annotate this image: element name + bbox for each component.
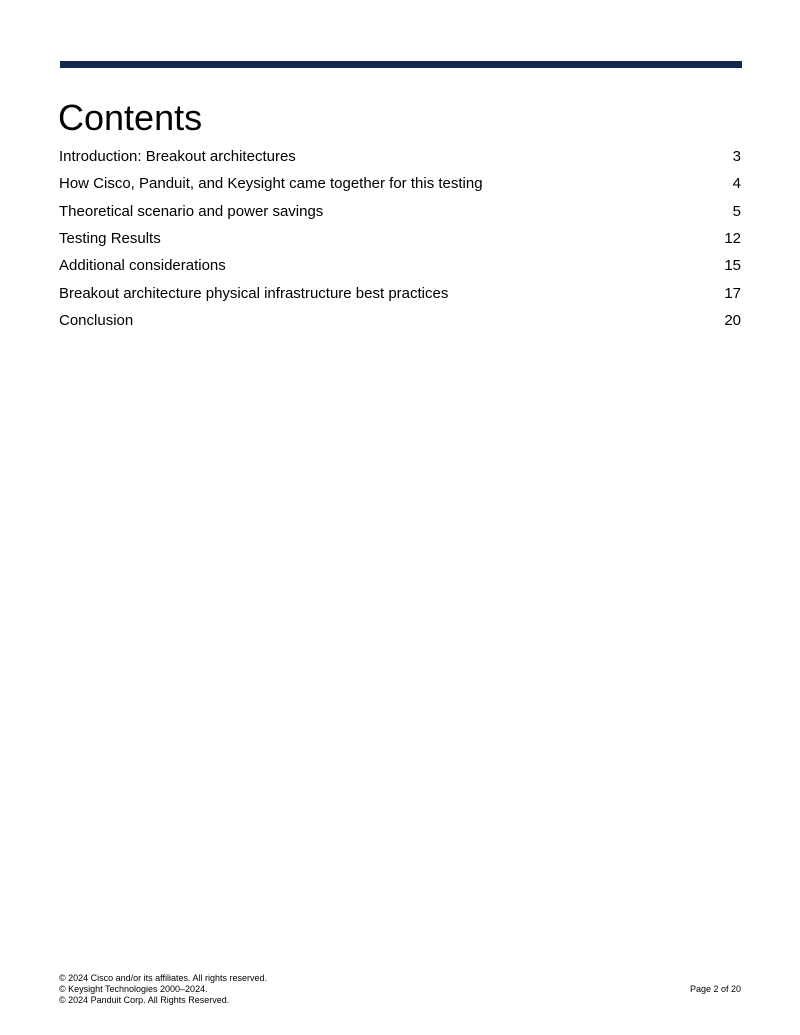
toc-entry-label: Additional considerations <box>59 257 226 275</box>
toc-entry-label: Testing Results <box>59 230 161 248</box>
toc-entry-page: 17 <box>724 284 741 302</box>
table-of-contents <box>59 143 741 334</box>
page-title: Contents <box>58 97 203 138</box>
toc-entry-testing-results[interactable] <box>59 225 741 252</box>
page-number: Page 2 of 20 <box>689 984 741 994</box>
toc-entry-page: 20 <box>724 311 741 329</box>
footer-copyright-cisco: © 2024 Cisco and/or its affiliates. All rights reserved. <box>59 973 268 983</box>
toc-entry-page: 3 <box>732 148 741 166</box>
footer-copyrights <box>59 973 267 1006</box>
toc-entry-page: 4 <box>732 175 741 193</box>
toc-entry-introduction[interactable] <box>59 143 741 170</box>
toc-entry-collaboration[interactable] <box>59 170 741 197</box>
toc-entry-page: 5 <box>732 202 741 220</box>
toc-entry-conclusion[interactable] <box>59 307 741 334</box>
toc-entry-page: 12 <box>724 230 741 248</box>
toc-entry-label: Breakout architecture physical infrastructure best practices <box>59 284 449 302</box>
toc-entry-additional-considerations[interactable] <box>59 252 741 279</box>
footer-copyright-panduit: © 2024 Panduit Corp. All Rights Reserved. <box>59 995 230 1005</box>
toc-entry-page: 15 <box>724 257 741 275</box>
toc-entry-label: Theoretical scenario and power savings <box>59 202 324 220</box>
toc-entry-label: Conclusion <box>59 311 134 329</box>
toc-entry-label: Introduction: Breakout architectures <box>59 148 296 166</box>
header-rule <box>60 61 742 68</box>
toc-entry-best-practices[interactable] <box>59 279 741 306</box>
toc-entry-theoretical-scenario[interactable] <box>59 198 741 225</box>
toc-entry-label: How Cisco, Panduit, and Keysight came together for this testing <box>59 175 483 193</box>
footer-copyright-keysight: © Keysight Technologies 2000–2024. <box>59 984 208 994</box>
